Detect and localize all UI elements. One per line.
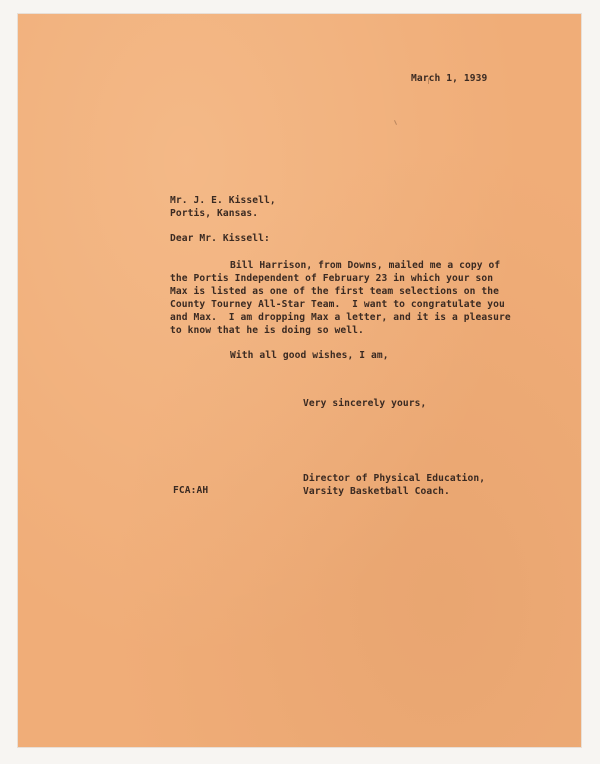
recipient-name: Mr. J. E. Kissell, xyxy=(170,195,276,206)
paper-speck xyxy=(394,120,397,125)
body-line: Max is listed as one of the first team selections on the xyxy=(170,286,500,297)
salutation: Dear Mr. Kissell: xyxy=(170,233,270,244)
signoff: Very sincerely yours, xyxy=(303,398,427,409)
closing-line: With all good wishes, I am, xyxy=(230,350,389,361)
recipient-city: Portis, Kansas. xyxy=(170,208,259,219)
body-line: to know that he is doing so well. xyxy=(170,325,364,336)
signature-title-line: Varsity Basketball Coach. xyxy=(303,486,450,497)
body-line: the Portis Independent of February 23 in which your son xyxy=(170,273,494,284)
letter-page xyxy=(18,14,581,747)
body-line: Bill Harrison, from Downs, mailed me a copy of xyxy=(230,260,501,271)
body-line: County Tourney All-Star Team. I want to congratulate you xyxy=(170,299,505,310)
body-line: and Max. I am dropping Max a letter, and it is a pleasure xyxy=(170,312,511,323)
typist-initials: FCA:AH xyxy=(173,485,209,496)
signature-title-line: Director of Physical Education, xyxy=(303,473,486,484)
letter-date: March 1, 1939 xyxy=(411,73,488,84)
